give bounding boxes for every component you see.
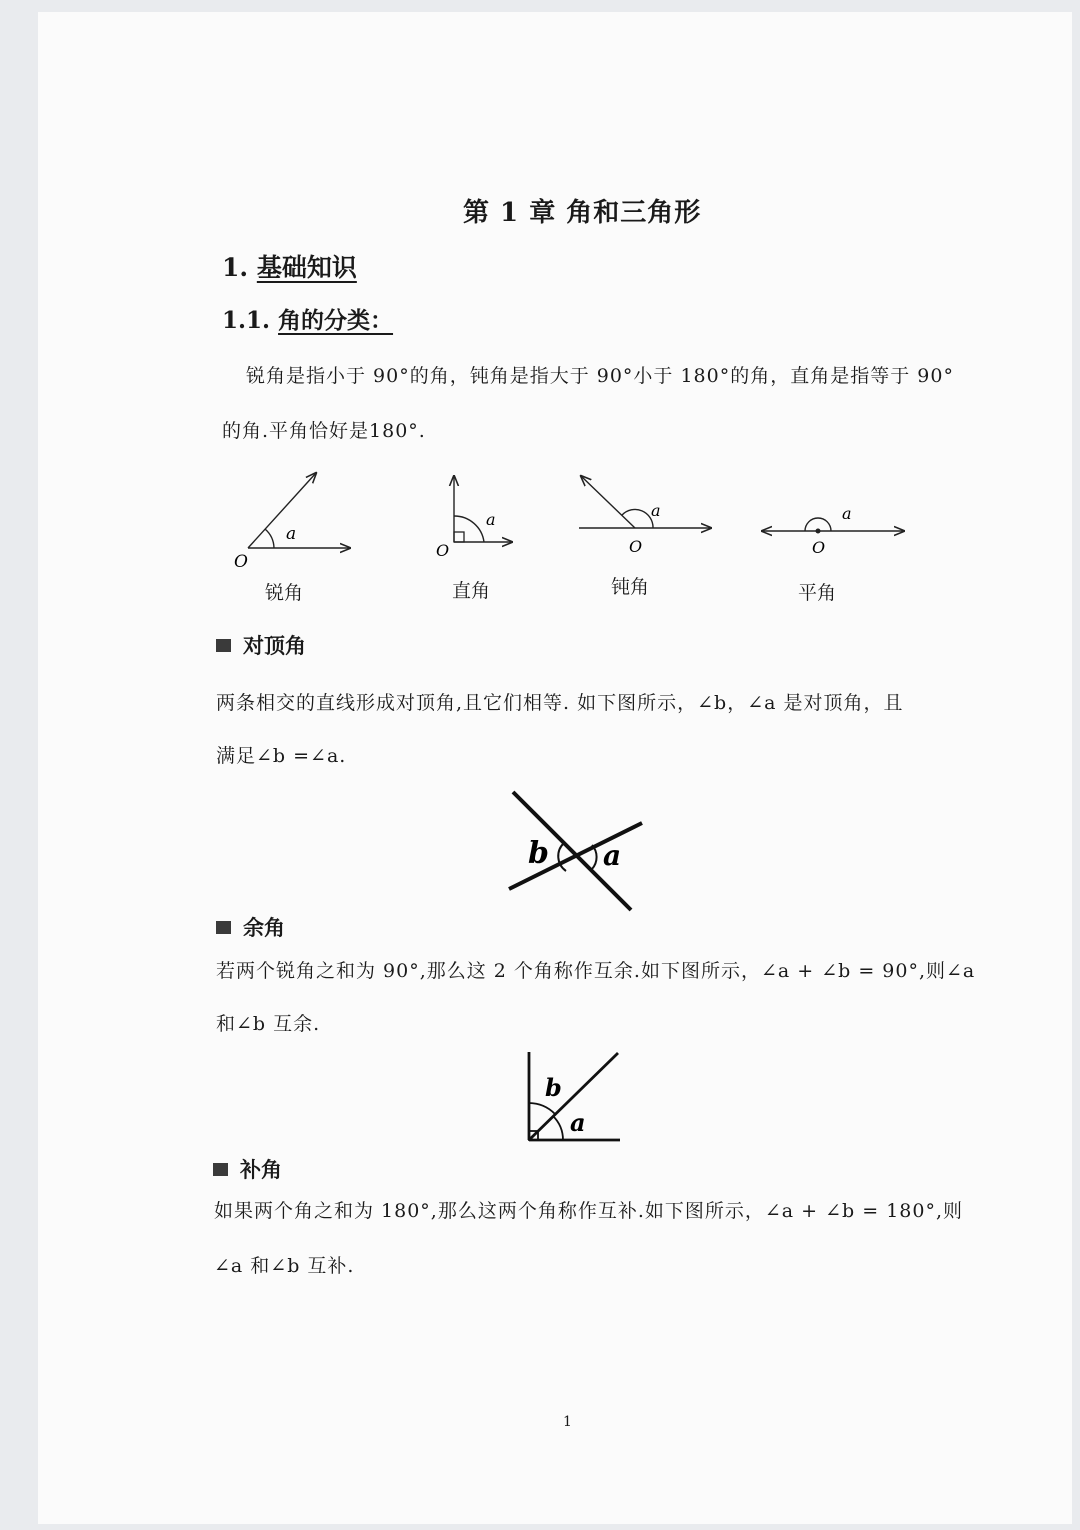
obtuse-angle-caption: 钝角 bbox=[611, 576, 650, 598]
acute-arc bbox=[265, 529, 274, 548]
acute-ray-slanted bbox=[248, 473, 316, 548]
obtuse-angle-figure bbox=[575, 470, 720, 560]
complementary-figure bbox=[522, 1048, 627, 1146]
acute-angle-figure bbox=[228, 465, 358, 575]
section-number: 1. bbox=[222, 253, 249, 282]
straight-vertex-dot bbox=[816, 529, 821, 534]
bullet-square-icon bbox=[216, 921, 231, 934]
right-angle-figure bbox=[430, 470, 530, 570]
obtuse-arc bbox=[622, 509, 653, 528]
supplementary-line-1: 如果两个角之和为 180°,那么这两个角称作互补.如下图所示，∠a + ∠b = 180°,则 bbox=[214, 1200, 964, 1222]
complementary-line-1: 若两个锐角之和为 90°,那么这 2 个角称作互余.如下图所示，∠a + ∠b = 90°,则∠a bbox=[216, 960, 976, 982]
straight-angle-figure bbox=[758, 495, 908, 565]
right-vertex-label: O bbox=[436, 541, 450, 560]
obtuse-ray-slanted bbox=[581, 476, 635, 528]
acute-angle-label: a bbox=[286, 524, 297, 544]
vertical-label-b: b bbox=[528, 836, 549, 871]
complementary-arc-b bbox=[529, 1103, 555, 1114]
supplementary-line-2: ∠a 和∠b 互补. bbox=[214, 1255, 355, 1277]
right-arc bbox=[454, 516, 484, 542]
right-angle-square bbox=[454, 532, 464, 542]
bullet-square-icon bbox=[213, 1163, 228, 1176]
classification-line-1: 锐角是指小于 90°的角，钝角是指大于 90°小于 180°的角，直角是指等于 90° bbox=[246, 365, 954, 387]
section-title: 基础知识 bbox=[256, 253, 357, 282]
subsection-number: 1.1. bbox=[222, 307, 271, 334]
complementary-line-2: 和∠b 互余. bbox=[216, 1013, 321, 1035]
supplementary-heading: 补角 bbox=[213, 1154, 282, 1184]
complementary-label-b: b bbox=[545, 1073, 562, 1102]
chapter-title: 第 1 章 角和三角形 bbox=[463, 198, 702, 228]
section-heading bbox=[222, 248, 357, 284]
straight-angle-label: a bbox=[842, 504, 852, 523]
subsection-title: 角的分类： bbox=[278, 307, 394, 334]
vertical-angles-line-2: 满足∠b =∠a. bbox=[216, 745, 347, 767]
document-page bbox=[38, 12, 1072, 1524]
right-angle-label: a bbox=[486, 510, 496, 529]
obtuse-vertex-label: O bbox=[629, 537, 643, 556]
complementary-heading: 余角 bbox=[216, 912, 285, 942]
vertical-arc-b bbox=[558, 843, 566, 871]
vertical-label-a: a bbox=[603, 839, 622, 872]
right-angle-caption: 直角 bbox=[452, 580, 491, 602]
obtuse-angle-label: a bbox=[651, 501, 661, 520]
vertical-angles-line-1: 两条相交的直线形成对顶角,且它们相等. 如下图所示，∠b，∠a 是对顶角，且 bbox=[216, 692, 904, 714]
subsection-heading bbox=[222, 302, 393, 335]
straight-angle-caption: 平角 bbox=[798, 582, 837, 604]
classification-line-2: 的角.平角恰好是180°. bbox=[222, 420, 426, 442]
straight-vertex-label: O bbox=[812, 538, 826, 557]
page-number: 1 bbox=[563, 1414, 572, 1430]
vertical-angles-heading: 对顶角 bbox=[216, 630, 306, 660]
complementary-label-a: a bbox=[570, 1108, 586, 1137]
bullet-square-icon bbox=[216, 639, 231, 652]
vertical-angles-figure bbox=[500, 785, 650, 915]
complementary-arc-a bbox=[553, 1116, 563, 1140]
acute-vertex-label: O bbox=[234, 552, 248, 572]
acute-angle-caption: 锐角 bbox=[265, 582, 304, 604]
